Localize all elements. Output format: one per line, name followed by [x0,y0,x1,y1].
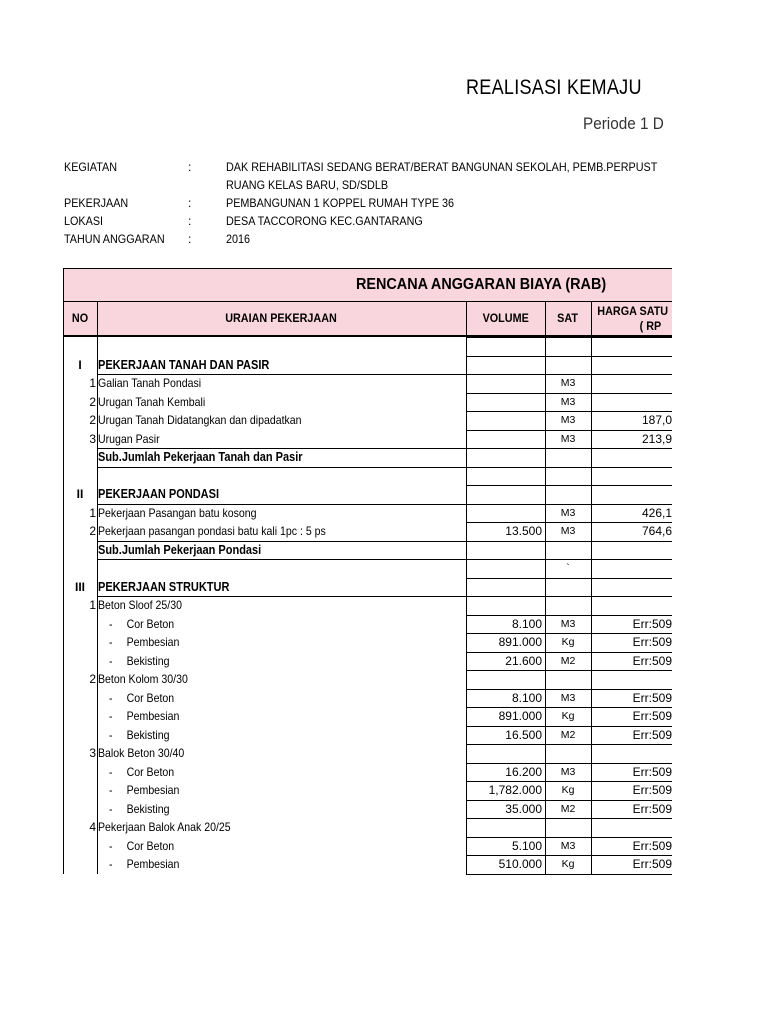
table-row[interactable] [63,411,672,429]
cell-harga: Err:509 [632,857,672,871]
table-row[interactable] [63,744,672,762]
table-row[interactable] [63,541,672,559]
cell-uraian [109,800,169,818]
subtotal-bottom-line [97,467,466,468]
cell-volume: 8.100 [511,690,542,705]
period-label: Periode 1 D [583,114,664,133]
cell-sat: Kg [561,784,575,796]
row-line [466,707,672,708]
cell-harga: 213,9 [641,431,672,446]
table-row[interactable] [63,781,672,799]
info-colon: : [188,160,192,174]
info-colon: : [188,196,192,210]
table-row[interactable] [63,818,672,836]
table-row[interactable] [63,726,672,744]
cell-uraian-text: Cor Beton [126,690,175,705]
cell-no: 4 [89,820,96,834]
cell-uraian: Pekerjaan Balok Anak 20/25 [98,820,231,834]
cell-no: 1 [89,376,96,390]
bullet-dash: - [109,635,113,649]
row-line [466,541,672,542]
header-sat[interactable]: SAT [557,311,579,325]
table-row[interactable] [63,652,672,670]
cell-no: 3 [89,431,96,446]
cell-uraian-text: Cor Beton [126,616,175,631]
cell-no: 2 [89,413,96,427]
row-line [466,448,672,449]
cell-uraian [109,726,169,744]
cell-volume: 1,782.000 [488,783,542,797]
table-row[interactable] [63,522,672,540]
cell-sat: M3 [560,839,576,852]
row-line [466,596,672,597]
row-line [466,855,672,856]
cell-sat: M2 [560,802,576,815]
cell-uraian-text: Cor Beton [126,838,175,853]
table-row[interactable] [63,448,672,466]
cell-uraian: PEKERJAAN PONDASI [98,487,220,501]
info-value: PEMBANGUNAN 1 KOPPEL RUMAH TYPE 36 [226,196,455,210]
cell-sat: M3 [560,414,576,426]
cell-uraian-text: Pembesian [126,635,180,649]
bullet-dash: - [109,690,113,705]
cell-no: 1 [89,598,96,612]
cell-uraian: Sub.Jumlah Pekerjaan Tanah dan Pasir [98,450,303,464]
cell-no: 2 [89,394,96,409]
bullet-dash: - [109,783,113,797]
document-title: REALISASI KEMAJU [466,76,642,99]
cell-no: 3 [89,746,96,760]
cell-volume: 8.100 [511,616,542,631]
cell-uraian [109,689,174,707]
table-row[interactable] [63,689,672,707]
cell-no: 2 [89,524,96,538]
info-label: LOKASI [64,214,104,228]
row-line [466,374,672,375]
bullet-dash: - [109,838,113,853]
table-row[interactable] [63,596,672,614]
header-no[interactable]: NO [71,311,89,325]
cell-sat: M2 [560,654,576,667]
col-line-uraian [466,301,467,874]
cell-sat: M3 [560,617,576,630]
cell-harga: Err:509 [632,635,672,649]
cell-harga: Err:509 [632,709,672,723]
cell-uraian: Sub.Jumlah Pekerjaan Pondasi [98,542,262,557]
section-underline [97,596,466,597]
cell-harga: Err:509 [632,764,672,779]
table-row[interactable] [63,485,672,503]
cell-sat: Kg [561,858,575,870]
cell-harga: 187,0 [641,413,672,427]
cell-uraian: PEKERJAAN TANAH DAN PASIR [98,357,270,372]
cell-harga: Err:509 [632,838,672,853]
row-line [466,337,672,338]
info-value: DESA TACCORONG KEC.GANTARANG [226,214,423,228]
info-label: TAHUN ANGGARAN [64,232,165,246]
cell-uraian-text: Pembesian [126,857,180,871]
cell-volume: 16.500 [505,727,542,742]
table-row[interactable] [63,615,672,633]
cell-uraian [109,707,179,725]
table-row[interactable] [63,578,672,596]
row-line [466,652,672,653]
cell-uraian [109,633,179,651]
bullet-dash: - [109,709,113,723]
cell-harga: Err:509 [632,616,672,631]
info-value: RUANG KELAS BARU, SD/SDLB [226,178,389,192]
table-row[interactable] [63,374,672,392]
cell-volume: 5.100 [511,838,542,853]
cell-volume: 510.000 [498,857,542,871]
cell-uraian-text: Bekisting [126,727,170,742]
table-row[interactable] [63,763,672,781]
rab-table [63,268,672,870]
cell-harga: Err:509 [632,727,672,742]
cell-sat: ` [566,562,570,574]
cell-uraian: Pekerjaan Pasangan batu kosong [98,505,257,520]
header-uraian[interactable]: URAIAN PEKERJAAN [225,311,338,325]
bullet-dash: - [109,616,113,631]
row-line [466,781,672,782]
header-harga[interactable]: HARGA SATU ( RP [597,304,669,333]
section-underline [97,374,466,375]
cell-sat: Kg [561,710,575,722]
cell-volume: 35.000 [505,801,542,816]
row-line [466,744,672,745]
bullet-dash: - [109,801,113,816]
header-volume[interactable]: VOLUME [482,311,529,325]
table-row[interactable] [63,504,672,522]
row-line [466,800,672,801]
cell-uraian-text: Bekisting [126,801,170,816]
cell-volume: 13.500 [505,524,542,538]
row-line [466,615,672,616]
cell-uraian: Urugan Pasir [98,431,160,446]
cell-sat: M3 [560,765,576,778]
row-line [466,411,672,412]
row-line [466,689,672,690]
cell-uraian: Beton Sloof 25/30 [98,598,182,612]
table-row[interactable] [63,855,672,873]
table-row[interactable] [63,670,672,688]
bullet-dash: - [109,857,113,871]
cell-uraian: Urugan Tanah Kembali [98,394,206,409]
row-line [466,559,672,560]
left-border [63,268,64,874]
cell-volume: 16.200 [505,764,542,779]
table-row[interactable] [63,707,672,725]
table-row[interactable] [63,337,672,355]
table-row[interactable] [63,837,672,855]
row-line [466,670,672,671]
cell-harga: 426,1 [641,505,672,520]
cell-sat: Kg [561,636,575,648]
cell-uraian: PEKERJAAN STRUKTUR [98,579,230,594]
cell-sat: M3 [560,525,576,537]
row-line [466,578,672,579]
cell-uraian [109,855,179,873]
cell-uraian: Balok Beton 30/40 [98,746,185,760]
cell-harga: 764,6 [641,524,672,538]
cell-volume: 891.000 [498,635,542,649]
table-row[interactable] [63,633,672,651]
row-line [466,356,672,357]
table-row[interactable] [63,800,672,818]
subtotal-top-line [97,448,466,449]
cell-no: III [74,579,85,594]
row-line [466,818,672,819]
cell-uraian-text: Cor Beton [126,764,175,779]
row-line [466,633,672,634]
table-row[interactable] [63,559,672,577]
cell-no: 2 [89,672,96,686]
cell-uraian [109,837,174,855]
table-top-border [63,268,672,269]
row-line [466,837,672,838]
cell-volume: 21.600 [505,653,542,668]
subtotal-top-line [97,541,466,542]
table-row[interactable] [63,393,672,411]
row-line [466,763,672,764]
cell-uraian-text: Pembesian [126,783,180,797]
cell-uraian: Beton Kolom 30/30 [98,672,188,686]
cell-harga: Err:509 [632,690,672,705]
subtotal-bottom-line [97,559,466,560]
cell-uraian: Galian Tanah Pondasi [98,376,202,390]
table-row[interactable] [63,356,672,374]
row-line [466,522,672,523]
row-line [466,504,672,505]
col-line-volume [545,301,546,874]
rab-title: RENCANA ANGGARAN BIAYA (RAB) [356,276,607,293]
cell-harga: Err:509 [632,653,672,668]
cell-sat: M2 [560,728,576,741]
cell-no: II [76,487,84,501]
table-row[interactable] [63,430,672,448]
col-line-no [97,301,98,874]
cell-no: 1 [89,505,96,520]
info-value: DAK REHABILITASI SEDANG BERAT/BERAT BANGUNAN SEKOLAH, PEMB.PERPUST [226,160,658,174]
cell-sat: M3 [560,432,576,445]
cell-sat: M3 [560,506,576,519]
info-value: 2016 [226,232,251,246]
table-row[interactable] [63,467,672,485]
header-top-border [63,301,672,302]
info-colon: : [188,214,192,228]
cell-uraian: Urugan Tanah Didatangkan dan dipadatkan [98,413,302,427]
info-colon: : [188,232,192,246]
cell-uraian-text: Bekisting [126,653,170,668]
row-line [466,485,672,486]
cell-sat: M3 [560,691,576,704]
info-label: PEKERJAAN [64,196,129,210]
cell-uraian-text: Pembesian [126,709,180,723]
col-line-sat [591,301,592,874]
cell-uraian: Pekerjaan pasangan pondasi batu kali 1pc : 5 ps [98,524,326,538]
cell-uraian [109,615,174,633]
row-line [466,467,672,468]
row-line [466,430,672,431]
cell-harga: Err:509 [632,801,672,816]
bullet-dash: - [109,764,113,779]
row-line [466,726,672,727]
row-line [466,874,672,875]
cell-no: I [78,357,82,372]
cell-uraian [109,781,179,799]
section-underline [97,504,466,505]
bullet-dash: - [109,653,113,668]
cell-uraian [109,652,169,670]
cell-sat: M3 [560,377,576,389]
cell-volume: 891.000 [498,709,542,723]
row-line [466,393,672,394]
cell-uraian [109,763,174,781]
info-label: KEGIATAN [64,160,118,174]
cell-sat: M3 [560,395,576,408]
cell-harga: Err:509 [632,783,672,797]
bullet-dash: - [109,727,113,742]
